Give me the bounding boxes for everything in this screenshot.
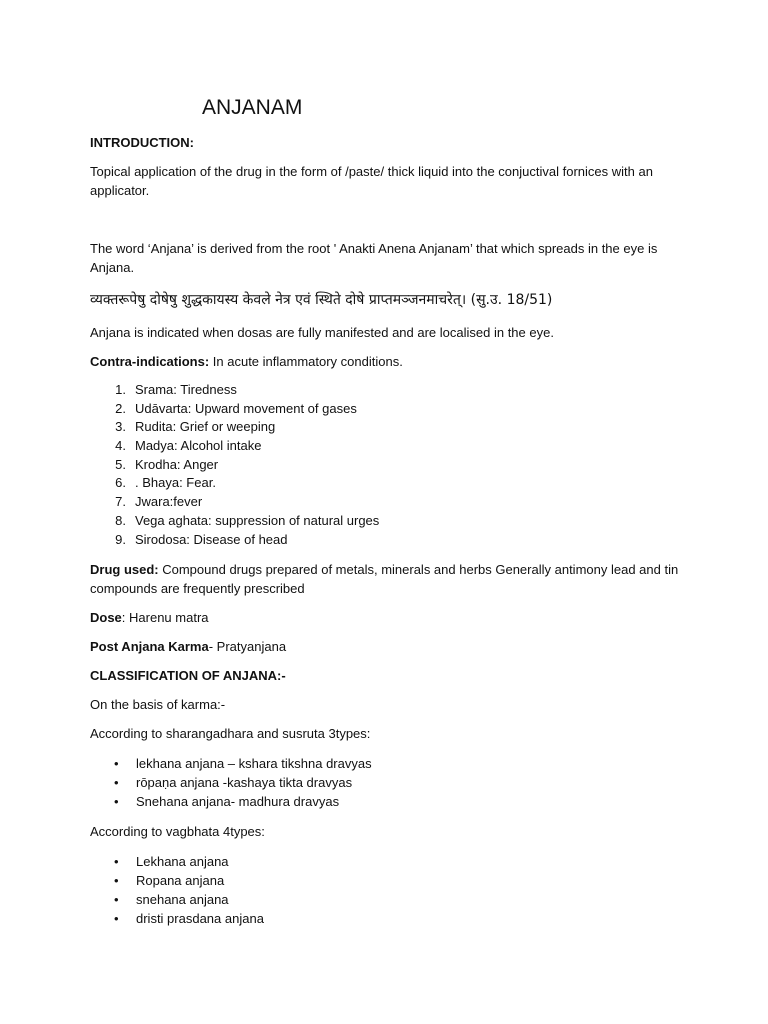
bullet-icon: • [114, 775, 119, 790]
list-item-text: . Bhaya: Fear. [135, 475, 216, 491]
list-item-text: Madya: Alcohol intake [135, 438, 262, 454]
list-item-text: Rudita: Grief or weeping [135, 419, 276, 435]
list-number: 5. [115, 456, 126, 472]
contra-indications-list [90, 381, 680, 549]
post-karma-label: Post Anjana Karma [90, 639, 209, 654]
post-karma-text: - Pratyanjana [208, 639, 287, 654]
page-title: ANJANAM [202, 96, 303, 119]
list-item-text: lekhana anjana – kshara tikshna dravyas [136, 756, 372, 771]
drug-used-label: Drug used: [90, 562, 159, 577]
list-item [90, 474, 680, 493]
list-item [90, 493, 680, 512]
list-item-text: Udāvarta: Upward movement of gases [135, 400, 357, 416]
list-item [90, 400, 680, 419]
contra-indications-text: In acute inflammatory conditions. [209, 354, 403, 369]
intro-heading: INTRODUCTION: [90, 135, 194, 150]
bullet-icon: • [114, 794, 119, 809]
list-item-text: Snehana anjana- madhura dravyas [136, 794, 340, 809]
drug-used-paragraph [90, 560, 680, 598]
bullet-icon: • [114, 756, 119, 771]
list-item [90, 418, 680, 437]
sharangadhara-heading: According to sharangadhara and susruta 3types: [90, 726, 371, 741]
list-item [90, 852, 680, 871]
list-item-text: Krodha: Anger [135, 456, 219, 472]
drug-used-text: Compound drugs prepared of metals, minerals and herbs Generally antimony lead and tin compounds are frequently prescribed [90, 562, 679, 596]
list-item [90, 456, 680, 475]
dose-label: Dose [90, 610, 122, 625]
list-item [90, 773, 680, 792]
dose-paragraph [90, 608, 680, 627]
list-item [90, 531, 680, 550]
list-item [90, 792, 680, 811]
post-karma-paragraph [90, 637, 680, 656]
list-number: 3. [115, 419, 126, 435]
list-number: 2. [115, 400, 126, 416]
dose-text: : Harenu matra [121, 610, 209, 625]
bullet-icon: • [114, 854, 119, 869]
list-item-text: dristi prasdana anjana [136, 911, 264, 926]
indication-paragraph: Anjana is indicated when dosas are fully manifested and are localised in the eye. [90, 325, 554, 340]
list-item [90, 381, 680, 400]
contra-indications-paragraph [90, 352, 680, 371]
list-number: 7. [115, 494, 126, 510]
list-item [90, 871, 680, 890]
derivation-paragraph: The word ‘Anjana’ is derived from the root ' Anakti Anena Anjanam’ that which spreads in the eye is Anjana. [90, 241, 658, 275]
list-item-text: Sirodosa: Disease of head [135, 531, 288, 547]
sanskrit-verse: व्यक्तरूपेषु दोषेषु शुद्धकायस्य केवले नेत्र एवं स्थिते दोषे प्राप्तमञ्जनमाचरेत्। (सु.उ. 18/51) [90, 292, 553, 308]
list-item-text: Ropana anjana [136, 873, 225, 888]
list-item-text: Srama: Tiredness [135, 382, 237, 397]
list-item [90, 909, 680, 928]
list-item [90, 890, 680, 909]
list-number: 6. [115, 475, 126, 491]
list-item-text: rōpaṇa anjana -kashaya tikta dravyas [136, 775, 353, 790]
bullet-icon: • [114, 873, 119, 888]
contra-indications-label: Contra-indications: [90, 354, 210, 369]
vagbhata-heading: According to vagbhata 4types: [90, 824, 265, 839]
bullet-icon: • [114, 892, 119, 907]
list-number: 9. [115, 531, 126, 547]
intro-paragraph: Topical application of the drug in the form of /paste/ thick liquid into the conjuctival fornices with an applicator. [90, 164, 653, 198]
list-item-text: snehana anjana [136, 892, 229, 907]
list-number: 8. [115, 512, 126, 528]
sharangadhara-list [90, 754, 680, 811]
vagbhata-list [90, 852, 680, 928]
bullet-icon: • [114, 911, 119, 926]
list-item [90, 512, 680, 531]
list-number: 1. [115, 382, 126, 397]
list-item-text: Jwara:fever [135, 494, 203, 510]
karma-basis-text: On the basis of karma:- [90, 697, 226, 712]
classification-heading: CLASSIFICATION OF ANJANA:- [90, 668, 286, 683]
list-item [90, 437, 680, 456]
list-item-text: Lekhana anjana [136, 854, 229, 869]
list-item [90, 754, 680, 773]
list-number: 4. [115, 438, 126, 454]
list-item-text: Vega aghata: suppression of natural urges [135, 512, 380, 528]
